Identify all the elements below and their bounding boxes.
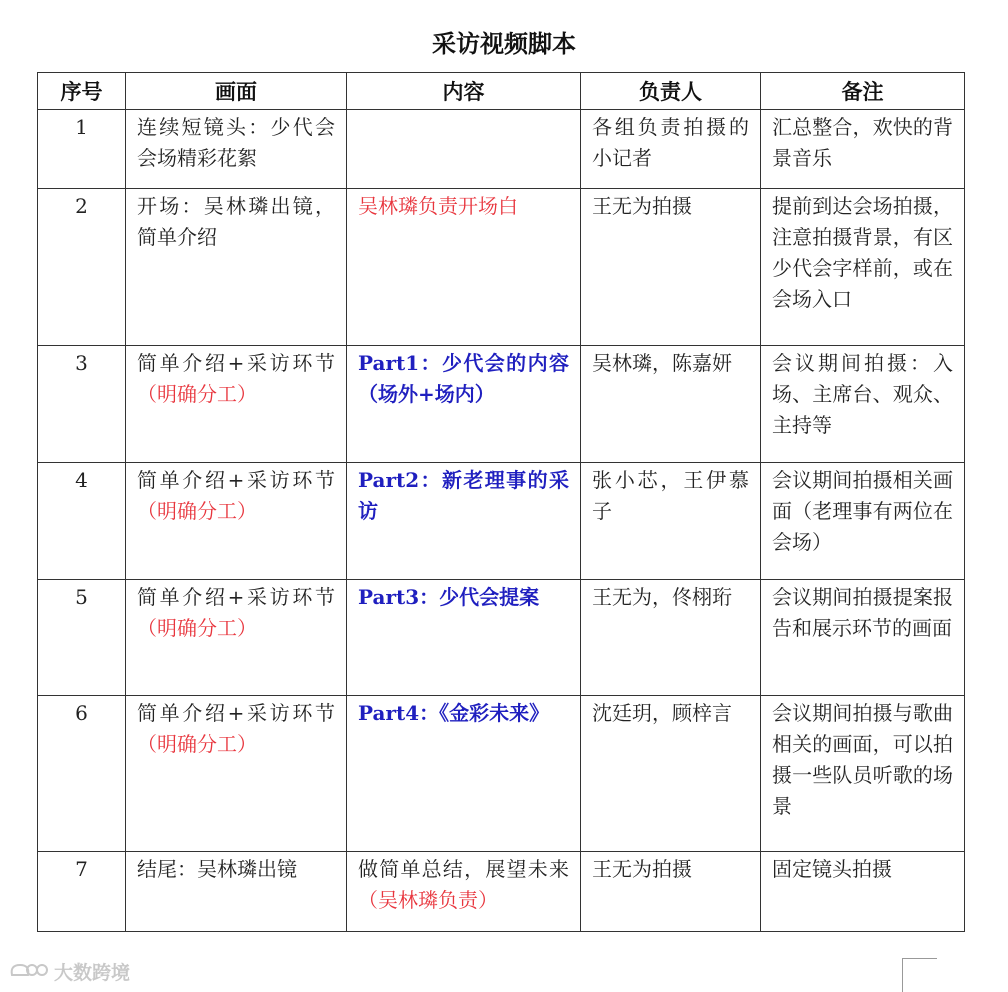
- scene-segment: 连续短镜头：少代会会场精彩花絮: [137, 115, 335, 170]
- content-segment: 吴林璘负责开场白: [358, 194, 518, 218]
- watermark: [8, 958, 130, 985]
- content-segment: Part1：少代会的内容（场外+场内）: [358, 351, 569, 406]
- header-owner: 负责人: [581, 73, 761, 110]
- row-number: 2: [38, 189, 126, 346]
- notes-cell: 提前到达会场拍摄，注意拍摄背景，有区少代会字样前，或在会场入口: [761, 189, 965, 346]
- table-body: [38, 110, 965, 932]
- content-cell: [347, 189, 581, 346]
- row-number: 5: [38, 580, 126, 696]
- owner-cell: 张小芯，王伊慕子: [581, 463, 761, 580]
- header-content: 内容: [347, 73, 581, 110]
- notes-cell: 会议期间拍摄相关画面（老理事有两位在会场）: [761, 463, 965, 580]
- scene-segment: 简单介绍+采访环节: [137, 351, 335, 375]
- content-segment: （吴林璘负责）: [358, 888, 498, 912]
- content-segment: 做简单总结，展望未来: [358, 857, 569, 881]
- scene-segment: （明确分工）: [137, 616, 257, 640]
- owner-cell: 王无为拍摄: [581, 189, 761, 346]
- scene-segment: 简单介绍+采访环节: [137, 585, 335, 609]
- table-row: [38, 852, 965, 932]
- table-row: [38, 463, 965, 580]
- scene-segment: （明确分工）: [137, 382, 257, 406]
- scene-cell: [126, 346, 347, 463]
- content-segment: Part4：《金彩未来》: [358, 701, 550, 725]
- scene-cell: [126, 110, 347, 189]
- scene-cell: [126, 189, 347, 346]
- page-corner-mark: [902, 958, 937, 992]
- document-title: 采访视频脚本: [432, 29, 576, 58]
- scene-segment: 简单介绍+采访环节: [137, 701, 335, 725]
- content-cell: [347, 852, 581, 932]
- table-row: [38, 696, 965, 852]
- scene-cell: [126, 852, 347, 932]
- owner-cell: 各组负责拍摄的小记者: [581, 110, 761, 189]
- content-cell: [347, 346, 581, 463]
- notes-cell: 会议期间拍摄提案报告和展示环节的画面: [761, 580, 965, 696]
- scene-segment: 开场：吴林璘出镜，简单介绍: [137, 194, 335, 249]
- notes-cell: 汇总整合，欢快的背景音乐: [761, 110, 965, 189]
- content-cell: [347, 463, 581, 580]
- chat-bubbles-logo-icon: [8, 961, 50, 983]
- scene-segment: 简单介绍+采访环节: [137, 468, 335, 492]
- table-row: [38, 189, 965, 346]
- header-notes: 备注: [761, 73, 965, 110]
- content-segment: Part2：新老理事的采访: [358, 468, 569, 523]
- owner-cell: 王无为，佟栩珩: [581, 580, 761, 696]
- notes-cell: 固定镜头拍摄: [761, 852, 965, 932]
- row-number: 6: [38, 696, 126, 852]
- notes-cell: 会议期间拍摄与歌曲相关的画面，可以拍摄一些队员听歌的场景: [761, 696, 965, 852]
- scene-cell: [126, 580, 347, 696]
- scene-segment: 结尾：吴林璘出镜: [137, 857, 297, 881]
- notes-cell: 会议期间拍摄：入场、主席台、观众、主持等: [761, 346, 965, 463]
- content-cell: [347, 580, 581, 696]
- row-number: 4: [38, 463, 126, 580]
- table-row: [38, 346, 965, 463]
- row-number: 3: [38, 346, 126, 463]
- table-header-row: [38, 73, 965, 110]
- header-scene: 画面: [126, 73, 347, 110]
- scene-cell: [126, 696, 347, 852]
- row-number: 7: [38, 852, 126, 932]
- script-table: [37, 72, 965, 932]
- owner-cell: 沈廷玥，顾梓言: [581, 696, 761, 852]
- header-no: 序号: [38, 73, 126, 110]
- table-row: [38, 580, 965, 696]
- scene-cell: [126, 463, 347, 580]
- content-segment: Part3：少代会提案: [358, 585, 540, 609]
- owner-cell: 王无为拍摄: [581, 852, 761, 932]
- content-cell: [347, 696, 581, 852]
- watermark-text: 大数跨境: [54, 962, 131, 984]
- scene-segment: （明确分工）: [137, 499, 257, 523]
- table-row: [38, 110, 965, 189]
- owner-cell: 吴林璘，陈嘉妍: [581, 346, 761, 463]
- content-cell: [347, 110, 581, 189]
- row-number: 1: [38, 110, 126, 189]
- scene-segment: （明确分工）: [137, 732, 257, 756]
